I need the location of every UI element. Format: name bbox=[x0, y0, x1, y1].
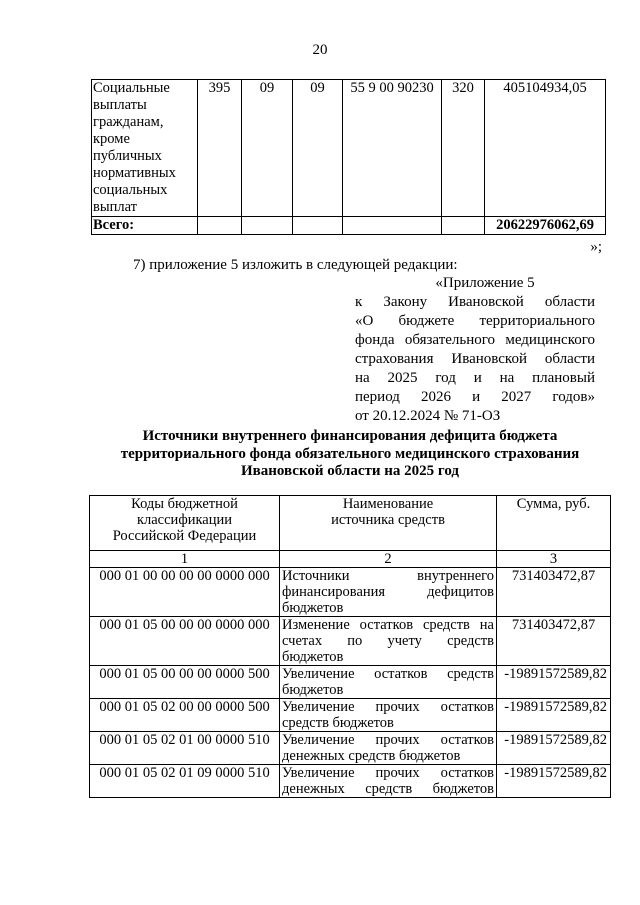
header-line: источника средств bbox=[331, 512, 445, 528]
annex-line: страхования Ивановской области bbox=[355, 351, 595, 367]
total-amount: 20622976062,69 bbox=[485, 217, 606, 235]
column-number: 1 bbox=[90, 551, 280, 568]
title-line: Источники внутреннего финансирования дефицита бюджета bbox=[142, 428, 558, 444]
budget-code: 000 01 05 00 00 00 0000 500 bbox=[90, 666, 280, 699]
amount-cell: 405104934,05 bbox=[485, 80, 606, 217]
annex-line: период 2026 и 2027 годов» bbox=[355, 389, 595, 405]
empty-cell bbox=[242, 217, 293, 235]
empty-cell bbox=[293, 217, 343, 235]
name-line: гражданам, bbox=[93, 114, 164, 130]
column-number: 3 bbox=[497, 551, 611, 568]
empty-cell bbox=[442, 217, 485, 235]
budget-code: 000 01 00 00 00 00 0000 000 bbox=[90, 568, 280, 617]
name-line: Социальные bbox=[93, 80, 170, 96]
name-line: кроме bbox=[93, 131, 130, 147]
annex-line: на 2025 год и на плановый bbox=[355, 370, 595, 386]
table-row bbox=[92, 80, 606, 217]
header-line: Наименование bbox=[342, 496, 434, 512]
header-code bbox=[90, 496, 280, 551]
budget-code: 000 01 05 02 01 00 0000 510 bbox=[90, 732, 280, 765]
source-name: Источники внутреннего финансирования дефицитов бюджетов bbox=[280, 568, 497, 617]
source-sum: -19891572589,82 bbox=[497, 732, 611, 765]
section-code-cell: 09 bbox=[242, 80, 293, 217]
table-row bbox=[90, 699, 611, 732]
budget-code: 000 01 05 02 01 09 0000 510 bbox=[90, 765, 280, 798]
table-header-row bbox=[90, 496, 611, 551]
source-name: Увеличение остатков средств бюджетов bbox=[280, 666, 497, 699]
header-line: Сумма, руб. bbox=[516, 496, 591, 512]
expense-name-cell bbox=[92, 80, 198, 217]
annex-law-reference: от 20.12.2024 № 71-ОЗ bbox=[355, 408, 501, 424]
title-line: Ивановской области на 2025 год bbox=[240, 463, 459, 479]
annex-line: к Закону Ивановской области bbox=[355, 294, 595, 310]
table-row bbox=[90, 732, 611, 765]
financing-sources-table bbox=[89, 495, 611, 798]
table-row bbox=[90, 666, 611, 699]
annex-line: фонда обязательного медицинского bbox=[355, 332, 595, 348]
source-sum: 731403472,87 bbox=[497, 568, 611, 617]
annex-title: «Приложение 5 bbox=[435, 275, 535, 291]
empty-cell bbox=[198, 217, 242, 235]
source-sum: -19891572589,82 bbox=[497, 699, 611, 732]
header-name bbox=[280, 496, 497, 551]
source-sum: -19891572589,82 bbox=[497, 666, 611, 699]
section-title bbox=[90, 428, 610, 481]
name-line: социальных bbox=[93, 182, 168, 198]
expenses-table-continuation bbox=[91, 79, 606, 235]
source-sum: -19891572589,82 bbox=[497, 765, 611, 798]
column-number: 2 bbox=[280, 551, 497, 568]
budget-code: 000 01 05 00 00 00 0000 000 bbox=[90, 617, 280, 666]
source-sum: 731403472,87 bbox=[497, 617, 611, 666]
name-line: выплат bbox=[93, 199, 137, 215]
total-label: Всего: bbox=[92, 217, 198, 235]
title-line: территориального фонда обязательного медицинского страхования bbox=[120, 445, 580, 462]
column-number-row bbox=[90, 551, 611, 568]
ministry-code-cell: 395 bbox=[198, 80, 242, 217]
budget-code: 000 01 05 02 00 00 0000 500 bbox=[90, 699, 280, 732]
name-line: выплаты bbox=[93, 97, 147, 113]
source-name: Увеличение прочих остатков средств бюджетов bbox=[280, 699, 497, 732]
header-sum bbox=[497, 496, 611, 551]
table-row bbox=[90, 765, 611, 798]
annex-header bbox=[355, 274, 595, 426]
table-row bbox=[90, 617, 611, 666]
page-number: 20 bbox=[312, 42, 328, 58]
header-line: Российской Федерации bbox=[112, 528, 257, 544]
source-name: Изменение остатков средств на счетах по учету средств бюджетов bbox=[280, 617, 497, 666]
expense-type-cell: 320 bbox=[442, 80, 485, 217]
source-name: Увеличение прочих остатков денежных средств бюджетов bbox=[280, 732, 497, 765]
amendment-item-7: 7) приложение 5 изложить в следующей редакции: bbox=[133, 257, 458, 273]
annex-line: «О бюджете территориального bbox=[355, 313, 595, 329]
header-line: классификации bbox=[136, 512, 233, 528]
header-line: Коды бюджетной bbox=[131, 496, 238, 512]
table-row bbox=[90, 568, 611, 617]
closing-quote: »; bbox=[590, 239, 602, 255]
name-line: нормативных bbox=[93, 165, 176, 181]
subsection-code-cell: 09 bbox=[293, 80, 343, 217]
empty-cell bbox=[343, 217, 442, 235]
target-article-cell: 55 9 00 90230 bbox=[343, 80, 442, 217]
name-line: публичных bbox=[93, 148, 162, 164]
source-name: Увеличение прочих остатков денежных средств бюджетов bbox=[280, 765, 497, 798]
total-row bbox=[92, 217, 606, 235]
